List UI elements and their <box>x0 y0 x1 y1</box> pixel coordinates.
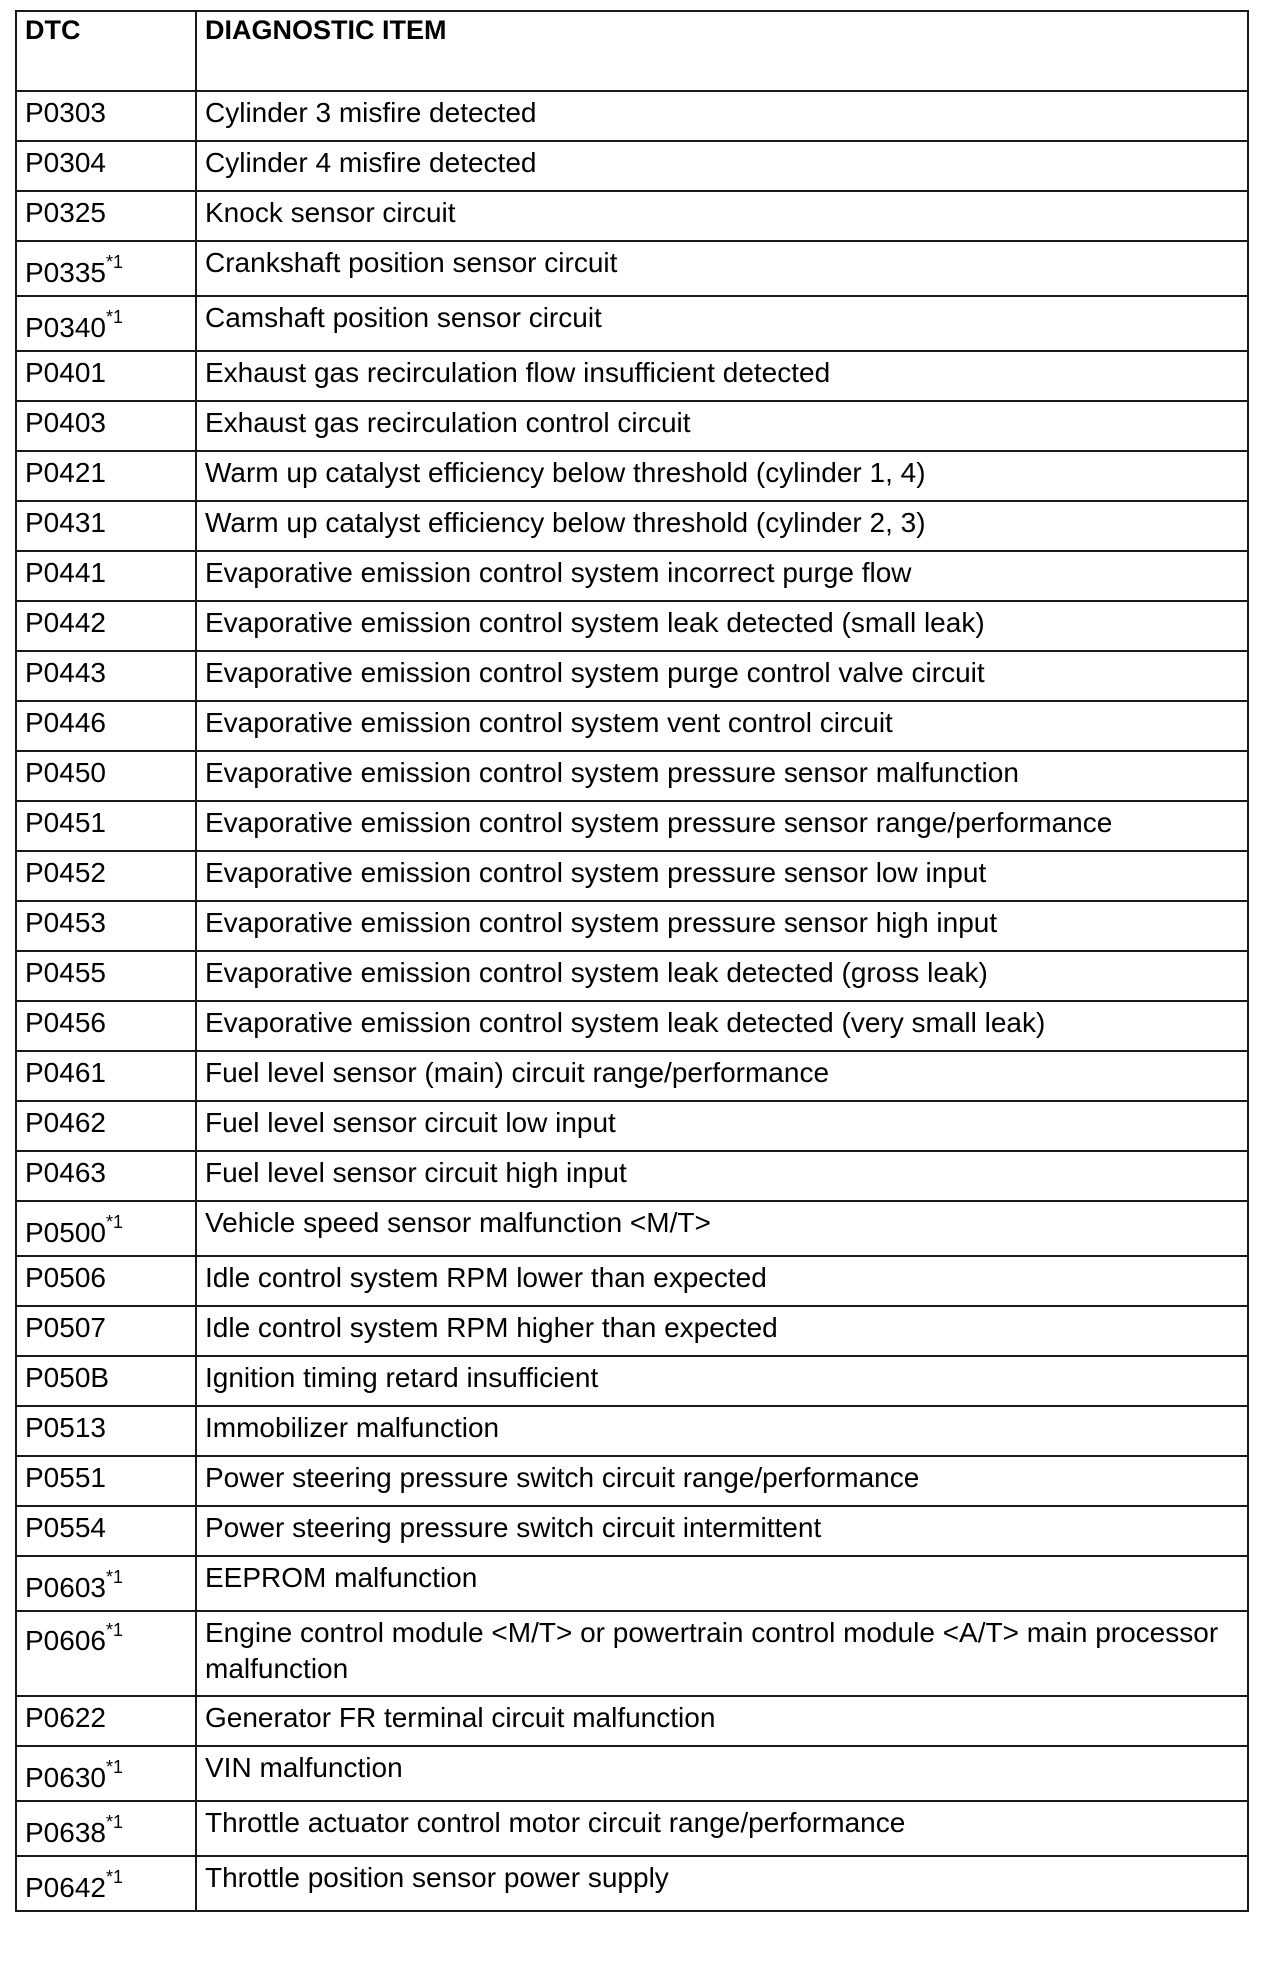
dtc-code-cell <box>16 1746 196 1801</box>
dtc-code: P0450 <box>25 757 106 788</box>
dtc-code-cell <box>16 401 196 451</box>
dtc-code-cell <box>16 1051 196 1101</box>
dtc-code-cell <box>16 1151 196 1201</box>
table-row <box>16 851 1248 901</box>
header-diagnostic-item: DIAGNOSTIC ITEM <box>196 11 1248 91</box>
dtc-code: P0452 <box>25 857 106 888</box>
table-row <box>16 1256 1248 1306</box>
table-row <box>16 951 1248 1001</box>
diagnostic-item: Throttle actuator control motor circuit range/performance <box>196 1801 1248 1856</box>
table-row <box>16 1101 1248 1151</box>
dtc-code-cell <box>16 191 196 241</box>
dtc-code-cell <box>16 351 196 401</box>
diagnostic-item: Immobilizer malfunction <box>196 1406 1248 1456</box>
table-row <box>16 141 1248 191</box>
dtc-code: P0506 <box>25 1262 106 1293</box>
diagnostic-item: Generator FR terminal circuit malfunction <box>196 1696 1248 1746</box>
dtc-code-cell <box>16 701 196 751</box>
diagnostic-item: Exhaust gas recirculation flow insufficient detected <box>196 351 1248 401</box>
table-body <box>16 91 1248 1911</box>
table-row <box>16 501 1248 551</box>
dtc-code: P0421 <box>25 457 106 488</box>
diagnostic-item: Throttle position sensor power supply <box>196 1856 1248 1911</box>
table-row <box>16 1051 1248 1101</box>
table-row <box>16 351 1248 401</box>
dtc-code-cell <box>16 1101 196 1151</box>
dtc-code-cell <box>16 1801 196 1856</box>
table-row <box>16 1611 1248 1696</box>
diagnostic-item: Fuel level sensor circuit high input <box>196 1151 1248 1201</box>
dtc-code: P0304 <box>25 147 106 178</box>
dtc-code: P0453 <box>25 907 106 938</box>
dtc-code-cell <box>16 1001 196 1051</box>
table-row <box>16 451 1248 501</box>
dtc-code-cell <box>16 1506 196 1556</box>
dtc-code-cell <box>16 1306 196 1356</box>
footnote-marker: *1 <box>105 1757 123 1777</box>
table-row <box>16 1696 1248 1746</box>
dtc-code: P0446 <box>25 707 106 738</box>
diagnostic-item: Cylinder 4 misfire detected <box>196 141 1248 191</box>
dtc-code-cell <box>16 551 196 601</box>
table-row <box>16 1856 1248 1911</box>
dtc-code-cell <box>16 91 196 141</box>
diagnostic-item: Evaporative emission control system leak detected (gross leak) <box>196 951 1248 1001</box>
diagnostic-item: Evaporative emission control system leak detected (very small leak) <box>196 1001 1248 1051</box>
diagnostic-item: Idle control system RPM lower than expected <box>196 1256 1248 1306</box>
diagnostic-item: Evaporative emission control system pressure sensor high input <box>196 901 1248 951</box>
table-row <box>16 1456 1248 1506</box>
table-row <box>16 91 1248 141</box>
table-row <box>16 1556 1248 1611</box>
dtc-code: P0461 <box>25 1057 106 1088</box>
dtc-code: P0463 <box>25 1157 106 1188</box>
diagnostic-item: Idle control system RPM higher than expected <box>196 1306 1248 1356</box>
dtc-code: P050B <box>25 1362 110 1393</box>
dtc-code-cell <box>16 1456 196 1506</box>
diagnostic-item: Ignition timing retard insufficient <box>196 1356 1248 1406</box>
dtc-code-cell <box>16 801 196 851</box>
dtc-code-cell <box>16 1256 196 1306</box>
dtc-code: P0303 <box>25 97 106 128</box>
diagnostic-item: Evaporative emission control system vent control circuit <box>196 701 1248 751</box>
diagnostic-item: Cylinder 3 misfire detected <box>196 91 1248 141</box>
dtc-code: P0513 <box>25 1412 106 1443</box>
dtc-code-cell <box>16 451 196 501</box>
diagnostic-item: Fuel level sensor (main) circuit range/performance <box>196 1051 1248 1101</box>
dtc-code-cell <box>16 951 196 1001</box>
table-row <box>16 551 1248 601</box>
dtc-code-cell <box>16 1201 196 1256</box>
dtc-code-cell <box>16 851 196 901</box>
table-row <box>16 241 1248 296</box>
table-row <box>16 1746 1248 1801</box>
header-dtc: DTC <box>16 11 196 91</box>
diagnostic-item: Vehicle speed sensor malfunction <M/T> <box>196 1201 1248 1256</box>
dtc-code: P0403 <box>25 407 106 438</box>
diagnostic-item: Crankshaft position sensor circuit <box>196 241 1248 296</box>
diagnostic-item: Power steering pressure switch circuit intermittent <box>196 1506 1248 1556</box>
diagnostic-item: Power steering pressure switch circuit range/performance <box>196 1456 1248 1506</box>
footnote-marker: *1 <box>105 252 123 272</box>
diagnostic-item: Evaporative emission control system leak detected (small leak) <box>196 601 1248 651</box>
table-row <box>16 1356 1248 1406</box>
dtc-code: P0442 <box>25 607 106 638</box>
dtc-table <box>15 10 1249 1912</box>
diagnostic-item: EEPROM malfunction <box>196 1556 1248 1611</box>
dtc-code-cell <box>16 141 196 191</box>
table-row <box>16 801 1248 851</box>
diagnostic-item: Evaporative emission control system incorrect purge flow <box>196 551 1248 601</box>
dtc-code: P0603 <box>25 1572 106 1603</box>
dtc-code: P0335 <box>25 257 106 288</box>
diagnostic-item: Engine control module <M/T> or powertrain control module <A/T> main processor malfunction <box>196 1611 1248 1696</box>
footnote-marker: *1 <box>105 1620 123 1640</box>
diagnostic-item: Warm up catalyst efficiency below threshold (cylinder 2, 3) <box>196 501 1248 551</box>
table-row <box>16 191 1248 241</box>
footnote-marker: *1 <box>105 1867 123 1887</box>
table-row <box>16 901 1248 951</box>
dtc-code: P0642 <box>25 1872 106 1903</box>
dtc-code: P0622 <box>25 1702 106 1733</box>
dtc-code-cell <box>16 751 196 801</box>
diagnostic-item: Evaporative emission control system pressure sensor low input <box>196 851 1248 901</box>
dtc-code: P0462 <box>25 1107 106 1138</box>
table-row <box>16 1001 1248 1051</box>
dtc-code-cell <box>16 1856 196 1911</box>
dtc-code-cell <box>16 296 196 351</box>
diagnostic-item: Warm up catalyst efficiency below threshold (cylinder 1, 4) <box>196 451 1248 501</box>
dtc-code: P0630 <box>25 1762 106 1793</box>
footnote-marker: *1 <box>105 1212 123 1232</box>
diagnostic-item: Fuel level sensor circuit low input <box>196 1101 1248 1151</box>
dtc-code-cell <box>16 1611 196 1696</box>
dtc-code-cell <box>16 1696 196 1746</box>
footnote-marker: *1 <box>105 1567 123 1587</box>
table-row <box>16 1306 1248 1356</box>
diagnostic-item: Knock sensor circuit <box>196 191 1248 241</box>
table-row <box>16 1506 1248 1556</box>
dtc-document <box>15 10 1247 1912</box>
dtc-code: P0554 <box>25 1512 106 1543</box>
table-row <box>16 1406 1248 1456</box>
dtc-code: P0401 <box>25 357 106 388</box>
dtc-code: P0451 <box>25 807 106 838</box>
dtc-code-cell <box>16 1556 196 1611</box>
dtc-code: P0325 <box>25 197 106 228</box>
dtc-code: P0431 <box>25 507 106 538</box>
dtc-code: P0456 <box>25 1007 106 1038</box>
table-row <box>16 1201 1248 1256</box>
diagnostic-item: Evaporative emission control system pressure sensor range/performance <box>196 801 1248 851</box>
table-row <box>16 601 1248 651</box>
dtc-code-cell <box>16 1356 196 1406</box>
dtc-code-cell <box>16 901 196 951</box>
table-row <box>16 401 1248 451</box>
footnote-marker: *1 <box>105 1812 123 1832</box>
diagnostic-item: Evaporative emission control system purge control valve circuit <box>196 651 1248 701</box>
table-row <box>16 1151 1248 1201</box>
dtc-code: P0638 <box>25 1817 106 1848</box>
diagnostic-item: Exhaust gas recirculation control circuit <box>196 401 1248 451</box>
table-row <box>16 751 1248 801</box>
dtc-code: P0500 <box>25 1217 106 1248</box>
table-header-row <box>16 11 1248 91</box>
dtc-code: P0507 <box>25 1312 106 1343</box>
dtc-code: P0443 <box>25 657 106 688</box>
dtc-code: P0340 <box>25 312 106 343</box>
table-row <box>16 1801 1248 1856</box>
dtc-code-cell <box>16 241 196 296</box>
dtc-code-cell <box>16 501 196 551</box>
dtc-code: P0551 <box>25 1462 106 1493</box>
dtc-code: P0606 <box>25 1625 106 1656</box>
diagnostic-item: Camshaft position sensor circuit <box>196 296 1248 351</box>
table-row <box>16 296 1248 351</box>
dtc-code-cell <box>16 1406 196 1456</box>
dtc-code-cell <box>16 651 196 701</box>
table-row <box>16 701 1248 751</box>
footnote-marker: *1 <box>105 307 123 327</box>
table-row <box>16 651 1248 701</box>
dtc-code-cell <box>16 601 196 651</box>
diagnostic-item: Evaporative emission control system pressure sensor malfunction <box>196 751 1248 801</box>
dtc-code: P0441 <box>25 557 106 588</box>
dtc-code: P0455 <box>25 957 106 988</box>
diagnostic-item: VIN malfunction <box>196 1746 1248 1801</box>
